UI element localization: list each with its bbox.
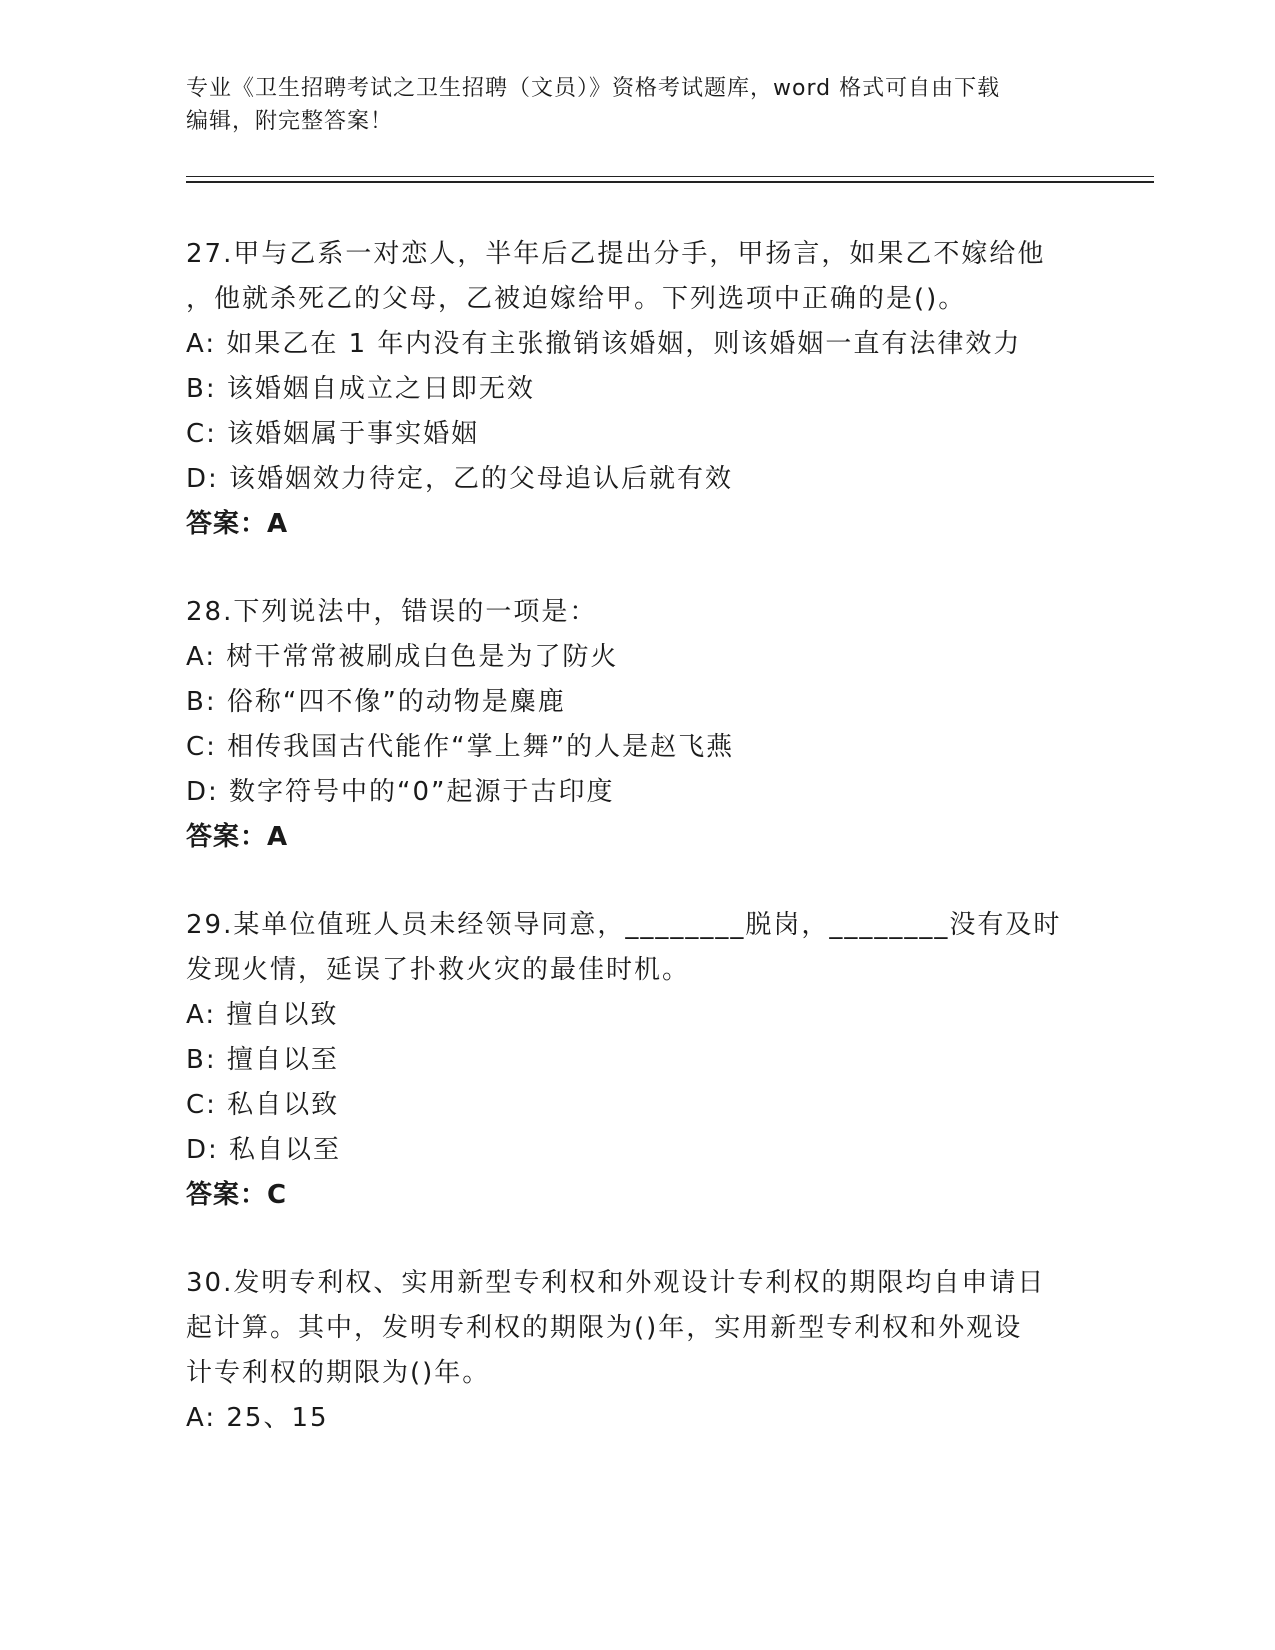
question-29 <box>186 903 1086 1218</box>
answer: 答案：A <box>186 509 289 539</box>
option-c: C: 私自以致 <box>186 1090 340 1120</box>
option-c: C: 该婚姻属于事实婚姻 <box>186 419 480 449</box>
answer: 答案：C <box>186 1180 288 1210</box>
header-line-2: 编辑，附完整答案！ <box>186 109 394 134</box>
option-b: B: 该婚姻自成立之日即无效 <box>186 374 535 404</box>
question-list <box>186 232 1086 1484</box>
question-stem-line: 28.下列说法中，错误的一项是： <box>186 597 598 627</box>
header-line-1: 专业《卫生招聘考试之卫生招聘（文员）》资格考试题库，word 格式可自由下载 <box>186 76 1001 101</box>
question-stem <box>186 590 1086 635</box>
option-a: A: 擅自以致 <box>186 1000 339 1030</box>
header-divider-thin <box>186 176 1154 177</box>
option-d: D: 私自以至 <box>186 1135 342 1165</box>
question-stem-line: 27.甲与乙系一对恋人，半年后乙提出分手，甲扬言，如果乙不嫁给他 <box>186 239 1046 269</box>
question-stem <box>186 1261 1086 1396</box>
question-stem <box>186 903 1086 993</box>
document-header <box>186 72 1086 138</box>
option-b: B: 擅自以至 <box>186 1045 339 1075</box>
question-stem <box>186 232 1086 322</box>
option-c: C: 相传我国古代能作“掌上舞”的人是赵飞燕 <box>186 732 735 762</box>
option-b: B: 俗称“四不像”的动物是麋鹿 <box>186 687 566 717</box>
question-28 <box>186 590 1086 860</box>
option-d: D: 该婚姻效力待定，乙的父母追认后就有效 <box>186 464 734 494</box>
question-stem-line: 起计算。其中，发明专利权的期限为()年，实用新型专利权和外观设 <box>186 1313 1023 1343</box>
option-d: D: 数字符号中的“0”起源于古印度 <box>186 777 615 807</box>
option-a: A: 25、15 <box>186 1403 329 1433</box>
option-a: A: 树干常常被刷成白色是为了防火 <box>186 642 619 672</box>
question-stem-line: 计专利权的期限为()年。 <box>186 1358 491 1388</box>
question-stem-line: ，他就杀死乙的父母，乙被迫嫁给甲。下列选项中正确的是()。 <box>186 284 967 314</box>
question-stem-line: 29.某单位值班人员未经领导同意，________脱岗，________没有及时 <box>186 910 1062 940</box>
question-27 <box>186 232 1086 547</box>
question-30 <box>186 1261 1086 1441</box>
answer: 答案：A <box>186 822 289 852</box>
option-a: A: 如果乙在 1 年内没有主张撤销该婚姻，则该婚姻一直有法律效力 <box>186 329 1022 359</box>
header-divider-thick <box>186 181 1154 183</box>
question-stem-line: 发现火情，延误了扑救火灾的最佳时机。 <box>186 955 691 985</box>
question-stem-line: 30.发明专利权、实用新型专利权和外观设计专利权的期限均自申请日 <box>186 1268 1046 1298</box>
